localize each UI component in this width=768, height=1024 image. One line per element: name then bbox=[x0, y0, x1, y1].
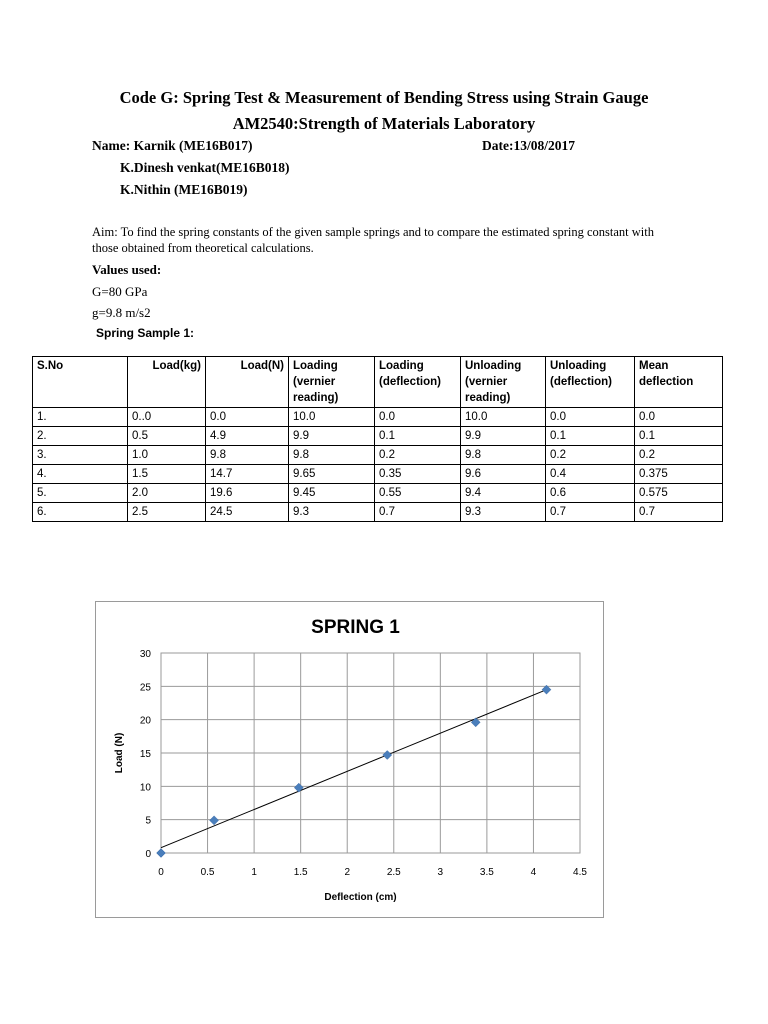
y-tick-label: 10 bbox=[139, 782, 151, 794]
table-cell: 1. bbox=[33, 408, 128, 427]
member-name: K.Dinesh venkat(ME16B018) bbox=[120, 160, 290, 175]
table-cell: 9.45 bbox=[289, 484, 375, 503]
table-cell: 0.0 bbox=[635, 408, 723, 427]
x-tick-label: 2 bbox=[344, 867, 351, 878]
column-header: Loading (vernier reading) bbox=[289, 357, 375, 408]
table-cell: 10.0 bbox=[289, 408, 375, 427]
table-cell: 0.375 bbox=[635, 465, 723, 484]
shear-modulus-value: G=80 GPa bbox=[92, 284, 148, 299]
table-row bbox=[33, 446, 723, 465]
spring-chart bbox=[96, 602, 603, 917]
spring-data-table bbox=[32, 356, 723, 522]
table-cell: 10.0 bbox=[461, 408, 546, 427]
table-cell: 2.5 bbox=[128, 503, 206, 522]
table-cell: 0.4 bbox=[546, 465, 635, 484]
name-line: Name: Karnik (ME16B017) bbox=[92, 138, 253, 153]
table-row bbox=[33, 427, 723, 446]
y-tick-label: 30 bbox=[139, 649, 151, 660]
table-cell: 0.6 bbox=[546, 484, 635, 503]
column-header: Load(N) bbox=[206, 357, 289, 408]
column-header: Unloading (vernier reading) bbox=[461, 357, 546, 408]
table-cell: 9.8 bbox=[289, 446, 375, 465]
x-tick-label: 3.5 bbox=[479, 867, 494, 878]
table-cell: 24.5 bbox=[206, 503, 289, 522]
table-cell: 9.6 bbox=[461, 465, 546, 484]
aim-paragraph: Aim: To find the spring constants of the given sample springs and to compare the estimated spring constant with those obtained from theoretical calculations. bbox=[92, 225, 654, 255]
table-cell: 0.2 bbox=[546, 446, 635, 465]
gravity-value: g=9.8 m/s2 bbox=[92, 305, 151, 320]
table-cell: 9.8 bbox=[461, 446, 546, 465]
table-cell: 4. bbox=[33, 465, 128, 484]
x-tick-label: 1.5 bbox=[293, 867, 308, 878]
values-used-heading: Values used: bbox=[92, 262, 162, 277]
table-row bbox=[33, 465, 723, 484]
table-cell: 19.6 bbox=[206, 484, 289, 503]
chart-container bbox=[95, 601, 604, 918]
x-tick-label: 2.5 bbox=[386, 867, 401, 878]
document-title: Code G: Spring Test & Measurement of Bending Stress using Strain Gauge bbox=[119, 88, 649, 107]
x-tick-label: 1 bbox=[251, 867, 257, 878]
table-cell: 3. bbox=[33, 446, 128, 465]
table-cell: 0.0 bbox=[546, 408, 635, 427]
table-cell: 0.0 bbox=[206, 408, 289, 427]
table-cell: 0.5 bbox=[128, 427, 206, 446]
table-row bbox=[33, 408, 723, 427]
x-tick-label: 0.5 bbox=[200, 867, 215, 878]
x-tick-label: 4.5 bbox=[573, 867, 587, 878]
y-tick-label: 0 bbox=[145, 849, 151, 860]
column-header: S.No bbox=[33, 357, 128, 408]
y-tick-label: 20 bbox=[139, 715, 151, 727]
table-cell: 9.9 bbox=[461, 427, 546, 446]
data-point bbox=[294, 783, 303, 792]
table-cell: 0.0 bbox=[375, 408, 461, 427]
table-row bbox=[33, 503, 723, 522]
y-tick-label: 5 bbox=[145, 815, 151, 827]
table-header-row bbox=[33, 357, 723, 408]
table-cell: 2.0 bbox=[128, 484, 206, 503]
table-cell: 4.9 bbox=[206, 427, 289, 446]
x-tick-label: 0 bbox=[158, 867, 164, 878]
table-cell: 0.7 bbox=[635, 503, 723, 522]
y-axis-label: Load (N) bbox=[114, 732, 125, 774]
table-cell: 0.1 bbox=[546, 427, 635, 446]
column-header: Loading (deflection) bbox=[375, 357, 461, 408]
table-cell: 6. bbox=[33, 503, 128, 522]
trendline bbox=[161, 690, 546, 848]
table-cell: 14.7 bbox=[206, 465, 289, 484]
table-cell: 1.5 bbox=[128, 465, 206, 484]
table-cell: 9.3 bbox=[461, 503, 546, 522]
x-tick-label: 4 bbox=[530, 867, 537, 878]
table-cell: 9.9 bbox=[289, 427, 375, 446]
x-axis-label: Deflection (cm) bbox=[324, 892, 397, 903]
data-point bbox=[157, 849, 166, 858]
table-cell: 0.1 bbox=[375, 427, 461, 446]
table-cell: 0.2 bbox=[635, 446, 723, 465]
table-cell: 9.3 bbox=[289, 503, 375, 522]
table-cell: 0.7 bbox=[375, 503, 461, 522]
member-name: K.Nithin (ME16B019) bbox=[120, 182, 248, 197]
table-cell: 0.575 bbox=[635, 484, 723, 503]
table-cell: 0.1 bbox=[635, 427, 723, 446]
table-cell: 5. bbox=[33, 484, 128, 503]
chart-title: SPRING 1 bbox=[311, 617, 400, 638]
table-cell: 0.55 bbox=[375, 484, 461, 503]
table-cell: 0.2 bbox=[375, 446, 461, 465]
table-cell: 9.4 bbox=[461, 484, 546, 503]
table-row bbox=[33, 484, 723, 503]
date-line: Date:13/08/2017 bbox=[482, 138, 575, 153]
table-cell: 0.7 bbox=[546, 503, 635, 522]
table-cell: 1.0 bbox=[128, 446, 206, 465]
table-cell: 0..0 bbox=[128, 408, 206, 427]
data-point bbox=[383, 751, 392, 760]
column-header: Mean deflection bbox=[635, 357, 723, 408]
course-title: AM2540:Strength of Materials Laboratory bbox=[232, 114, 536, 133]
table-cell: 2. bbox=[33, 427, 128, 446]
y-tick-label: 15 bbox=[139, 749, 151, 760]
table-cell: 9.8 bbox=[206, 446, 289, 465]
table-cell: 9.65 bbox=[289, 465, 375, 484]
x-tick-label: 3 bbox=[437, 867, 444, 878]
sample-heading: Spring Sample 1: bbox=[96, 326, 195, 340]
column-header: Load(kg) bbox=[128, 357, 206, 408]
column-header: Unloading (deflection) bbox=[546, 357, 635, 408]
data-point bbox=[210, 816, 219, 825]
y-tick-label: 25 bbox=[139, 682, 151, 694]
table-cell: 0.35 bbox=[375, 465, 461, 484]
